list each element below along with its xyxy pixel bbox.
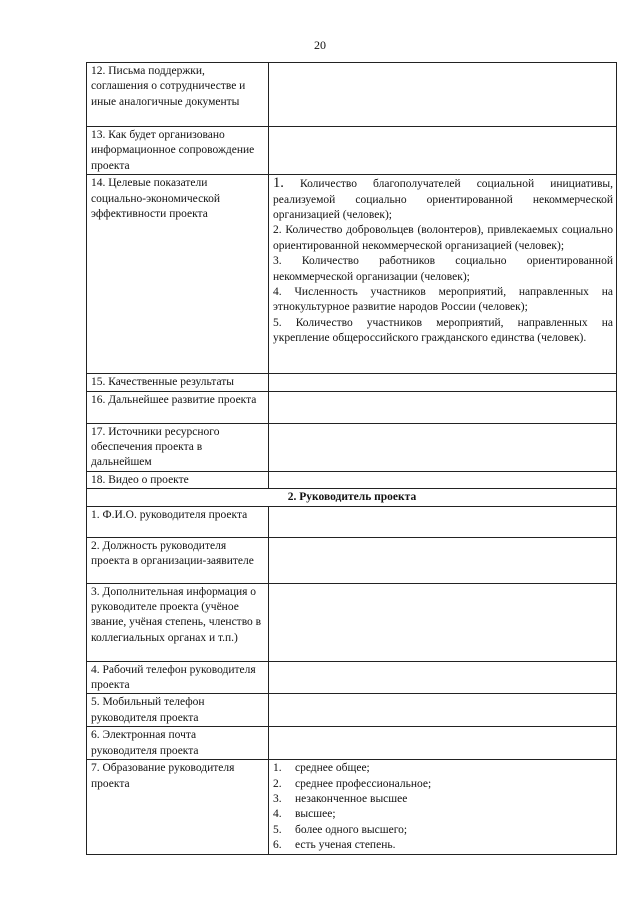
field-value[interactable] — [269, 537, 617, 583]
indicator-item: 2. Количество добровольцев (волонтеров), привлекаемых социально ориентированной некоммерческой организацией (человек); — [273, 224, 613, 252]
indicator-item: 3. Количество работников социально ориентированной некоммерческой организации (человек); — [273, 255, 613, 283]
field-value[interactable] — [269, 694, 617, 727]
form-row — [87, 423, 617, 471]
option-text: есть ученая степень. — [295, 839, 396, 852]
field-value[interactable] — [269, 583, 617, 661]
option-number: 3. — [273, 792, 282, 805]
target-indicators-cell[interactable] — [269, 175, 617, 374]
form-row — [87, 175, 617, 374]
option-text: незаконченное высшее — [295, 792, 408, 805]
field-label: 17. Источники ресурсного обеспечения проекта в дальнейшем — [87, 423, 269, 471]
form-row — [87, 694, 617, 727]
field-value[interactable] — [269, 63, 617, 127]
education-option[interactable] — [273, 777, 613, 792]
field-value[interactable] — [269, 506, 617, 537]
form-row — [87, 63, 617, 127]
education-option[interactable] — [273, 838, 613, 853]
form-row — [87, 727, 617, 760]
indicator-item: 4. Численность участников мероприятий, направленных на этнокультурное развитие народов России (человек); — [273, 286, 613, 314]
form-row — [87, 374, 617, 391]
field-label: 4. Рабочий телефон руководителя проекта — [87, 661, 269, 694]
field-label: 3. Дополнительная информация о руководителе проекта (учёное звание, учёная степень, членство в коллегиальных органах и т.п.) — [87, 583, 269, 661]
field-value[interactable] — [269, 391, 617, 423]
field-value[interactable] — [269, 374, 617, 391]
option-text: высшее; — [295, 808, 336, 821]
option-number: 4. — [273, 808, 282, 821]
option-number: 5. — [273, 823, 282, 836]
education-option[interactable] — [273, 807, 613, 822]
field-value[interactable] — [269, 661, 617, 694]
indicator-text: Количество благополучателей социальной инициативы, реализуемой социально ориентированной некоммерческой организацией (человек); — [273, 178, 613, 222]
education-option[interactable] — [273, 792, 613, 807]
page-number: 20 — [314, 38, 326, 52]
field-label: 5. Мобильный телефон руководителя проекта — [87, 694, 269, 727]
field-label: 2. Должность руководителя проекта в организации-заявителе — [87, 537, 269, 583]
education-option[interactable] — [273, 761, 613, 776]
form-row — [87, 583, 617, 661]
application-form-table — [86, 62, 617, 855]
indicator-item: 5. Количество участников мероприятий, направленных на укрепление общероссийского гражданского единства (человек). — [273, 316, 613, 345]
field-label: 7. Образование руководителя проекта — [87, 760, 269, 854]
form-row — [87, 127, 617, 175]
option-text: среднее общее; — [295, 762, 370, 775]
section-header-row — [87, 489, 617, 506]
option-number: 6. — [273, 839, 282, 852]
field-label: 16. Дальнейшее развитие проекта — [87, 391, 269, 423]
field-value[interactable] — [269, 423, 617, 471]
indicator-number: 1. — [273, 175, 284, 192]
field-value[interactable] — [269, 727, 617, 760]
indicator-item — [273, 176, 613, 223]
field-label: 6. Электронная почта руководителя проекта — [87, 727, 269, 760]
form-row — [87, 537, 617, 583]
field-label: 1. Ф.И.О. руководителя проекта — [87, 506, 269, 537]
option-text: более одного высшего; — [295, 823, 408, 836]
field-label: 12. Письма поддержки, соглашения о сотрудничестве и иные аналогичные документы — [87, 63, 269, 127]
form-row — [87, 391, 617, 423]
education-options-list — [273, 761, 613, 853]
field-label: 14. Целевые показатели социально-экономической эффективности проекта — [87, 175, 269, 374]
education-options-cell[interactable] — [269, 760, 617, 854]
option-number: 2. — [273, 777, 282, 790]
form-row — [87, 661, 617, 694]
option-number: 1. — [273, 762, 282, 775]
form-row — [87, 471, 617, 488]
field-value[interactable] — [269, 471, 617, 488]
section-title: 2. Руководитель проекта — [87, 489, 617, 506]
field-value[interactable] — [269, 127, 617, 175]
education-option[interactable] — [273, 823, 613, 838]
field-label: 15. Качественные результаты — [87, 374, 269, 391]
option-text: среднее профессиональное; — [295, 777, 432, 790]
field-label: 18. Видео о проекте — [87, 471, 269, 488]
field-label: 13. Как будет организовано информационное сопровождение проекта — [87, 127, 269, 175]
form-row — [87, 760, 617, 854]
form-row — [87, 506, 617, 537]
